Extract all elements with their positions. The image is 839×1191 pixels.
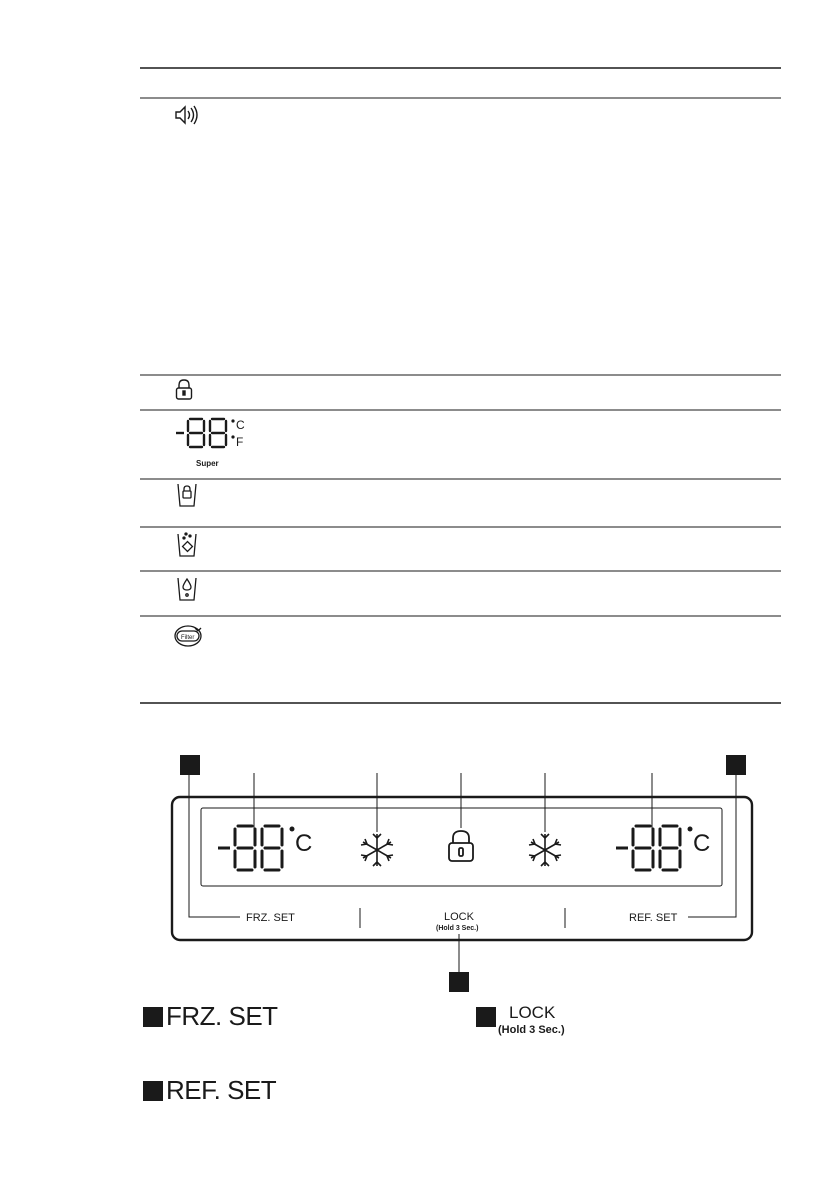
super-label: Super <box>196 459 219 468</box>
frz-set-button[interactable]: FRZ. SET <box>246 912 295 924</box>
legend-lock-label: LOCK <box>509 1003 556 1022</box>
lock-hold-label: (Hold 3 Sec.) <box>436 925 479 932</box>
callout-frz-set-marker <box>180 755 200 775</box>
legend-frz-set-label: FRZ. SET <box>166 1001 278 1031</box>
legend-lock-hold-label: (Hold 3 Sec.) <box>498 1024 565 1036</box>
fahrenheit-label: F <box>236 435 244 449</box>
legend-ref-set-label: REF. SET <box>166 1075 277 1105</box>
callout-lock-marker <box>449 972 469 992</box>
lock-button[interactable]: LOCK <box>444 911 474 923</box>
filter-label: Filter <box>181 635 195 641</box>
ref-set-button[interactable]: REF. SET <box>629 912 678 924</box>
celsius-label: C <box>236 418 245 432</box>
control-panel-diagram <box>0 740 839 1000</box>
cup-lock-icon <box>178 484 196 506</box>
fridge-unit-label: C <box>693 830 711 857</box>
freezer-unit-label: C <box>295 830 313 857</box>
panel-lock-icon <box>449 831 473 861</box>
legend-lock-marker <box>476 1007 496 1027</box>
lock-icon <box>177 380 192 399</box>
sound-icon <box>176 106 197 124</box>
freezer-temperature-display <box>218 826 295 870</box>
temperature-display-icon <box>176 419 235 447</box>
fridge-temperature-display <box>616 826 693 870</box>
callout-ref-set-marker <box>726 755 746 775</box>
fridge-snowflake-icon <box>529 834 561 866</box>
freezer-snowflake-icon <box>361 834 393 866</box>
cup-ice-icon <box>178 533 196 556</box>
legend-ref-set-marker <box>143 1081 163 1101</box>
legend-frz-set-marker <box>143 1007 163 1027</box>
cup-water-icon <box>178 578 196 600</box>
